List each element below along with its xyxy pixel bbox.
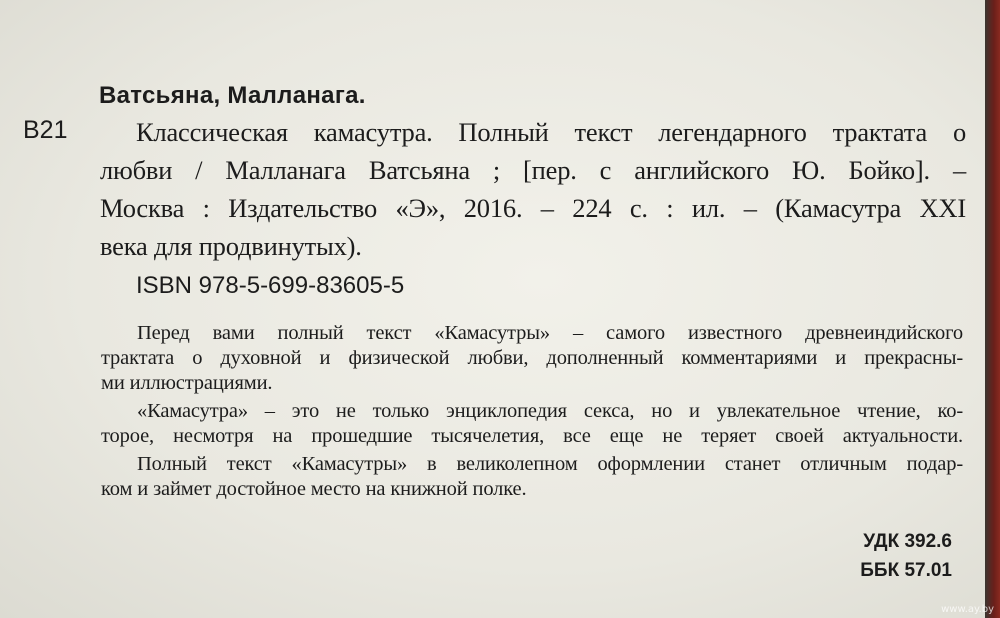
author-name: Ватсьяна, Малланага.	[99, 82, 366, 109]
annotation-line: ми иллюстрациями.	[101, 372, 273, 394]
isbn: ISBN 978-5-699-83605-5	[136, 272, 405, 299]
annotation-line: торое, несмотря на прошедшие тысячелетия, все еще не теряет своей актуальности.	[101, 425, 963, 447]
annotation-paragraph	[101, 399, 963, 449]
bbk-code: ББК 57.01	[860, 560, 952, 581]
annotation-line: «Камасутра» – это не только энциклопедия секса, но и увлекательное чтение, ко-	[137, 400, 963, 422]
watermark: www.ay.by	[941, 604, 994, 615]
description-line: любви / Малланага Ватсьяна ; [пер. с английского Ю. Бойко]. –	[100, 155, 966, 185]
annotation	[101, 321, 963, 502]
book-edge	[985, 0, 1000, 618]
udk-code: УДК 392.6	[863, 531, 952, 552]
bibliographic-description	[100, 113, 966, 265]
description-line: века для продвинутых).	[100, 231, 362, 261]
annotation-paragraph	[101, 321, 963, 396]
annotation-paragraph	[101, 452, 963, 502]
description-line: Москва : Издательство «Э», 2016. – 224 с. : ил. – (Камасутра XXI	[100, 193, 966, 223]
classification-codes	[860, 527, 952, 585]
annotation-line: трактата о духовной и физической любви, дополненный комментариями и прекрасны-	[101, 347, 963, 369]
library-code: В21	[23, 116, 68, 144]
annotation-line: Перед вами полный текст «Камасутры» – самого известного древнеиндийского	[137, 322, 963, 344]
description-line: Классическая камасутра. Полный текст легендарного трактата о	[136, 117, 966, 147]
annotation-line: ком и займет достойное место на книжной полке.	[101, 478, 527, 500]
annotation-line: Полный текст «Камасутры» в великолепном оформлении станет отличным подар-	[137, 453, 963, 475]
